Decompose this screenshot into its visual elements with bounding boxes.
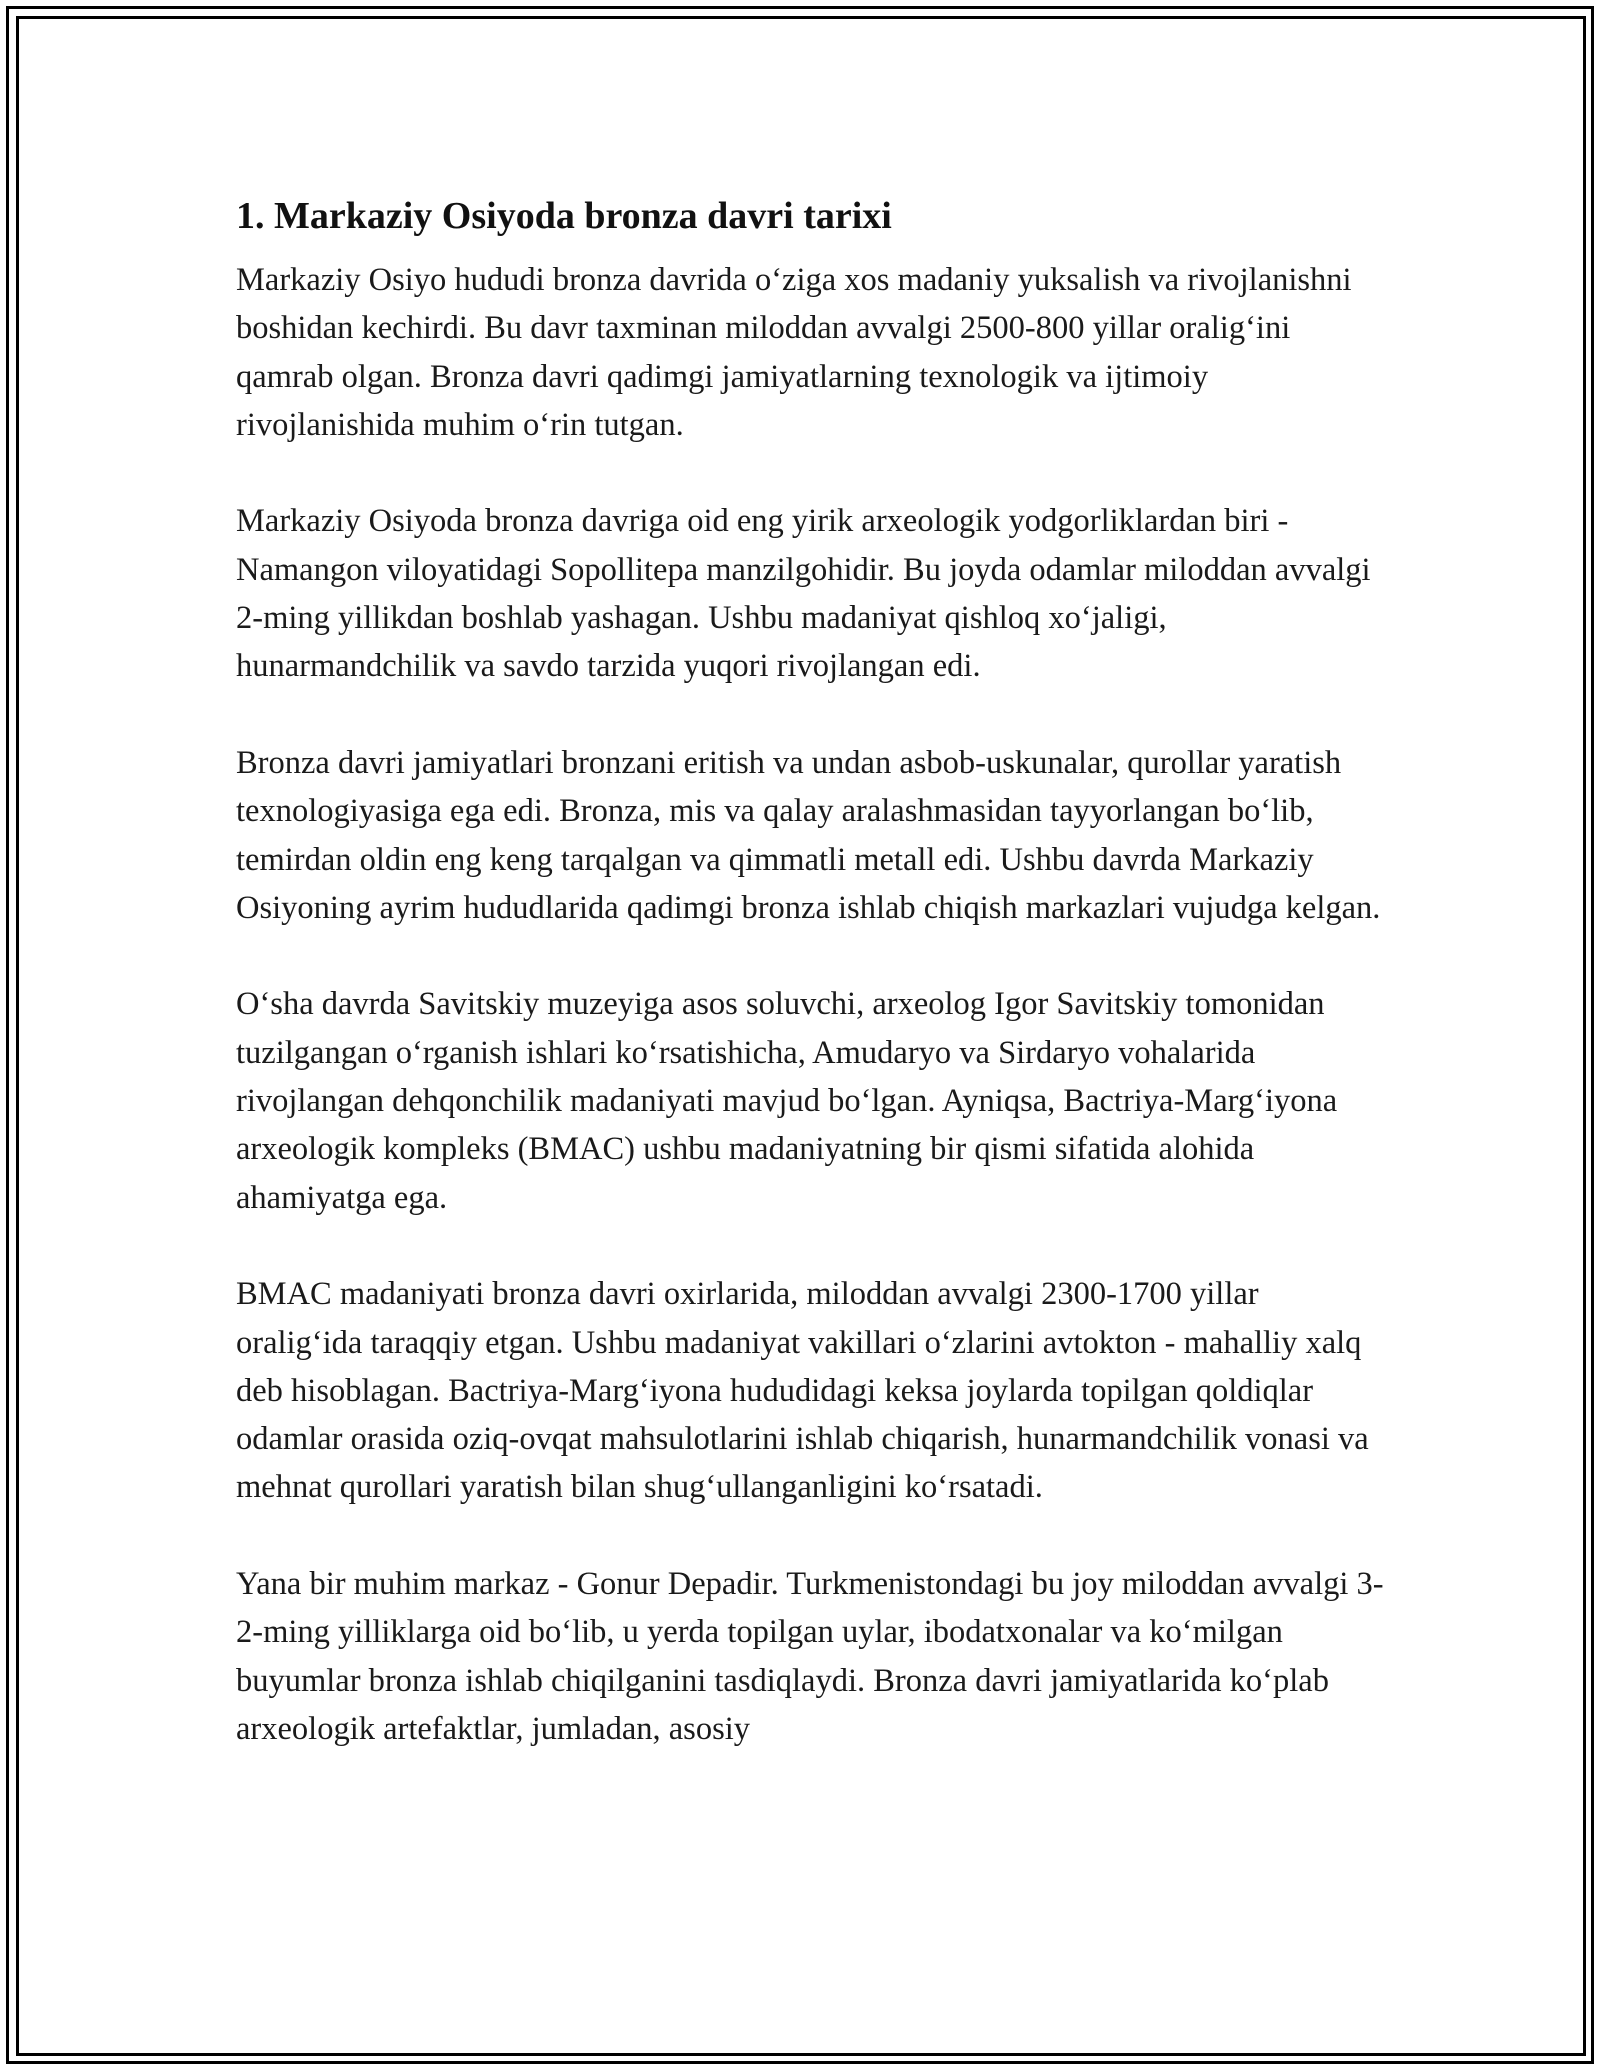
paragraph-3: Bronza davri jamiyatlari bronzani eritish va undan asbob-uskunalar, qurollar yaratish texnologiyasiga ega edi. Bronza, mis va qalay aralashmasidan tayyorlangan bo‘lib, temirdan oldin eng keng tarqalgan va qimmatli metall edi. Ushbu davrda Markaziy Osiyoning ayrim hududlarida qadimgi bronza ishlab chiqish markazlari vujudga kelgan. <box>236 744 1381 926</box>
page-content <box>236 188 1386 1802</box>
paragraph-2: Markaziy Osiyoda bronza davriga oid eng yirik arxeologik yodgorliklardan biri - Namangon viloyatidagi Sopollitepa manzilgohidir. Bu joyda odamlar miloddan avvalgi 2-ming yillikdan boshlab yashagan. Ushbu madaniyat qishloq xo‘jaligi, hunarmandchilik va savdo tarzida yuqori rivojlangan edi. <box>236 503 1371 685</box>
section-title: 1. Markaziy Osiyoda bronza davri tarixi <box>236 195 892 237</box>
paragraph-4: O‘sha davrda Savitskiy muzeyiga asos soluvchi, arxeolog Igor Savitskiy tomonidan tuzilgangan o‘rganish ishlari ko‘rsatishicha, Amudaryo va Sirdaryo vohalarida rivojlangan dehqonchilik madaniyati mavjud bo‘lgan. Ayniqsa, Bactriya-Marg‘iyona arxeologik kompleks (BMAC) ushbu madaniyatning bir qismi sifatida alohida ahamiyatga ega. <box>236 986 1338 1216</box>
paragraph-6: Yana bir muhim markaz - Gonur Depadir. Turkmenistondagi bu joy miloddan avvalgi 3-2-ming yilliklarga oid bo‘lib, u yerda topilgan uylar, ibodatxonalar va ko‘milgan buyumlar bronza ishlab chiqilganini tasdiqlaydi. Bronza davri jamiyatlarida ko‘plab arxeologik artefaktlar, jumladan, asosiy <box>236 1566 1384 1747</box>
paragraph-5: BMAC madaniyati bronza davri oxirlarida, miloddan avvalgi 2300-1700 yillar oralig‘ida taraqqiy etgan. Ushbu madaniyat vakillari o‘zlarini avtokton - mahalliy xalq deb hisoblagan. Bactriya-Marg‘iyona hududidagi keksa joylarda topilgan qoldiqlar odamlar orasida oziq-ovqat mahsulotlarini ishlab chiqarish, hunarmandchilik vonasi va mehnat qurollari yaratish bilan shug‘ullanganligini ko‘rsatadi. <box>236 1276 1369 1506</box>
paragraph-1: Markaziy Osiyo hududi bronza davrida o‘ziga xos madaniy yuksalish va rivojlanishni boshidan kechirdi. Bu davr taxminan miloddan avvalgi 2500-800 yillar oralig‘ini qamrab olgan. Bronza davri qadimgi jamiyatlarning texnologik va ijtimoiy rivojlanishida muhim o‘rin tutgan. <box>236 262 1352 443</box>
